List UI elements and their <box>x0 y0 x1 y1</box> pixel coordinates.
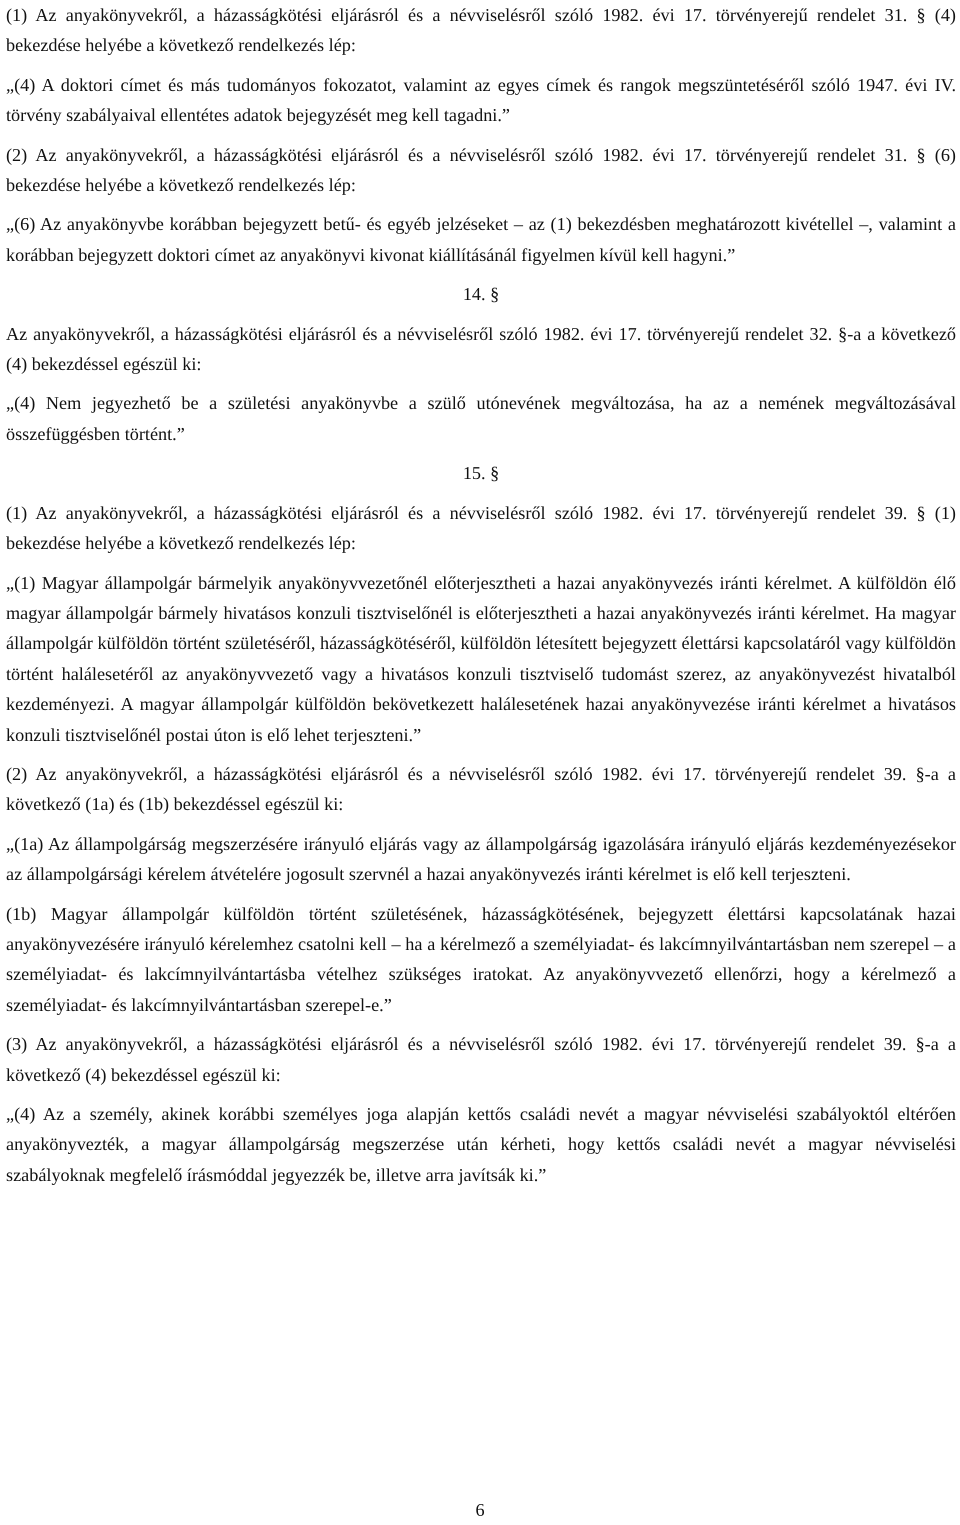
section-heading-14: 14. § <box>462 284 500 305</box>
paragraph-11: (1b) Magyar állampolgár külföldön történt születésének, házasságkötésének, bejegyzett élettársi kapcsolatának hazai anyakönyvezésére irányuló kérelemhez csatolni kell – ha a kérelmező a személyiadat- és lakcímnyilvántartásban nem szerepel – a személyiadat- és lakcímnyilvántartásba vételhez szükséges iratokat. Az anyakönyvvezető ellenőrzi, hogy a kérelmező a személyiadat- és lakcímnyilvántartásban szerepel-e.” <box>6 903 956 1015</box>
paragraph-10: „(1a) Az állampolgárság megszerzésére irányuló eljárás vagy az állampolgárság igazolására irányuló eljárás kezdeményezésekor az állampolgársági kérelem átvételére jogosult szervnél a hazai anyakönyvezés iránti kérelmet is elő kell terjeszteni. <box>6 833 956 885</box>
paragraph-3: (2) Az anyakönyvekről, a házasságkötési eljárásról és a névviselésről szóló 1982. évi 17. törvényerejű rendelet 31. § (6) bekezdése helyébe a következő rendelkezés lép: <box>6 144 956 196</box>
paragraph-7: (1) Az anyakönyvekről, a házasságkötési eljárásról és a névviselésről szóló 1982. évi 17. törvényerejű rendelet 39. § (1) bekezdése helyébe a következő rendelkezés lép: <box>6 502 956 554</box>
paragraph-12: (3) Az anyakönyvekről, a házasságkötési eljárásról és a névviselésről szóló 1982. évi 17. törvényerejű rendelet 39. §-a a következő (4) bekezdéssel egészül ki: <box>6 1034 956 1085</box>
paragraph-1: (1) Az anyakönyvekről, a házasságkötési eljárásról és a névviselésről szóló 1982. évi 17. törvényerejű rendelet 31. § (4) bekezdése helyébe a következő rendelkezés lép: <box>6 5 956 56</box>
paragraph-2: „(4) A doktori címet és más tudományos fokozatot, valamint az egyes címek és rangok megszüntetéséről szóló 1947. évi IV. törvény szabályaival ellentétes adatok bejegyzését meg kell tagadni.” <box>6 74 956 126</box>
paragraph-6: „(4) Nem jegyezhető be a születési anyakönyvbe a szülő utónevének megváltozása, ha az a nemének megváltozásával összefüggésben történt.” <box>6 393 956 444</box>
paragraph-5: Az anyakönyvekről, a házasságkötési eljárásról és a névviselésről szóló 1982. évi 17. törvényerejű rendelet 32. §-a a következő (4) bekezdéssel egészül ki: <box>6 323 956 375</box>
section-heading-15: 15. § <box>462 463 500 484</box>
paragraph-13: „(4) Az a személy, akinek korábbi személyes joga alapján kettős családi nevét a magyar névviselési szabályoktól eltérően anyakönyvezték, a magyar állampolgárság megszerzése után kérheti, hogy kettős családi nevét a magyar névviselési szabályoknak megfelelő írásmóddal jegyezzék be, illetve arra javítsák ki.” <box>6 1104 956 1185</box>
document-body <box>6 0 956 1190</box>
paragraph-8: „(1) Magyar állampolgár bármelyik anyakönyvvezetőnél előterjesztheti a hazai anyakönyvezés iránti kérelmet. A külföldön élő magyar állampolgár bármely hivatásos konzuli tisztviselőnél is előterjesztheti a hazai anyakönyvezés iránti kérelmet. Ha magyar állampolgár külföldön történt születéséről, házasságkötéséről, külföldön létesített bejegyzett élettársi kapcsolatáról vagy külföldön történt halálesetéről az anyakönyvvezető vagy a hivatásos konzuli tisztviselő tudomást szerez, az anyakönyvezést hivatalból kezdeményezi. A magyar állampolgár külföldön bekövetkezett halálesetének hazai anyakönyvezése iránti kérelmet a hivatásos konzuli tisztviselőnél postai úton is elő lehet terjeszteni.” <box>6 572 956 745</box>
page-number: 6 <box>475 1500 485 1520</box>
paragraph-9: (2) Az anyakönyvekről, a házasságkötési eljárásról és a névviselésről szóló 1982. évi 17. törvényerejű rendelet 39. §-a a következő (1a) és (1b) bekezdéssel egészül ki: <box>6 763 956 815</box>
paragraph-4: „(6) Az anyakönyvbe korábban bejegyzett betű- és egyéb jelzéseket – az (1) bekezdésben meghatározott kivétellel –, valamint a korábban bejegyzett doktori címet az anyakönyvi kivonat kiállításánál figyelmen kívül kell hagyni.” <box>6 214 956 265</box>
